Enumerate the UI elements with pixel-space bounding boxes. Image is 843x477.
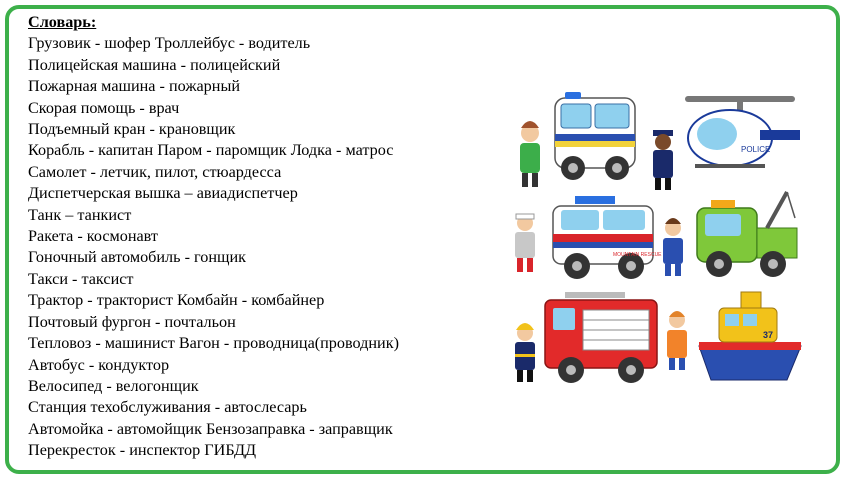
ambulance-image [555, 92, 635, 180]
vehicles-illustration [505, 88, 805, 393]
vocab-line: Подъемный кран - крановщик [28, 120, 236, 139]
sailor-figure [667, 311, 687, 370]
vocab-line: Перекресток - инспектор ГИБДД [28, 441, 257, 460]
boat-number: 37 [763, 330, 774, 340]
vocab-line: Пожарная машина - пожарный [28, 77, 240, 96]
vocab-line: Танк – танкист [28, 205, 132, 224]
doctor-figure [520, 121, 540, 187]
vocab-line: Станция техобслуживания - автослесарь [28, 398, 307, 417]
vocab-line: Полицейская машина - полицейский [28, 55, 281, 74]
vocab-line: Трактор - тракторист Комбайн - комбайнер [28, 291, 325, 310]
vocabulary-title: Словарь: [28, 13, 97, 31]
rescuer-figure [515, 214, 535, 272]
vocab-line: Тепловоз - машинист Вагон - проводница(проводник) [28, 334, 399, 353]
vocab-line: Диспетчерская вышка – авиадиспетчер [28, 184, 298, 203]
vocab-line: Корабль - капитан Паром - паромщик Лодка - матрос [28, 141, 394, 160]
helicopter-image [685, 96, 800, 168]
fire-engine-image [545, 292, 657, 383]
vocab-line: Велосипед - велогонщик [28, 376, 199, 395]
police-label: POLICE [741, 145, 771, 154]
vocab-line: Ракета - космонавт [28, 227, 158, 246]
vocab-line: Автобус - кондуктор [28, 355, 170, 374]
vocab-line: Грузовик - шофер Троллейбус - водитель [28, 34, 311, 53]
firefighter-figure [515, 323, 535, 382]
vocab-line: Гоночный автомобиль - гонщик [28, 248, 246, 267]
rescue-jeep-image [553, 196, 662, 279]
vocab-line: Скорая помощь - врач [28, 98, 180, 117]
boat-image [699, 292, 801, 380]
vocab-line: Самолет - летчик, пилот, стюардесса [28, 162, 282, 181]
vocab-line: Почтовый фургон - почтальон [28, 312, 236, 331]
vocabulary-text [28, 12, 498, 462]
vocab-line: Автомойка - автомойщик Бензозаправка - заправщик [28, 419, 393, 438]
police-officer-figure [653, 130, 673, 190]
rescue-label: MOUNTAIN RESCUE [613, 252, 662, 258]
mechanic-figure [663, 218, 683, 276]
vocab-line: Такси - таксист [28, 269, 134, 288]
tow-truck-image [697, 192, 797, 277]
